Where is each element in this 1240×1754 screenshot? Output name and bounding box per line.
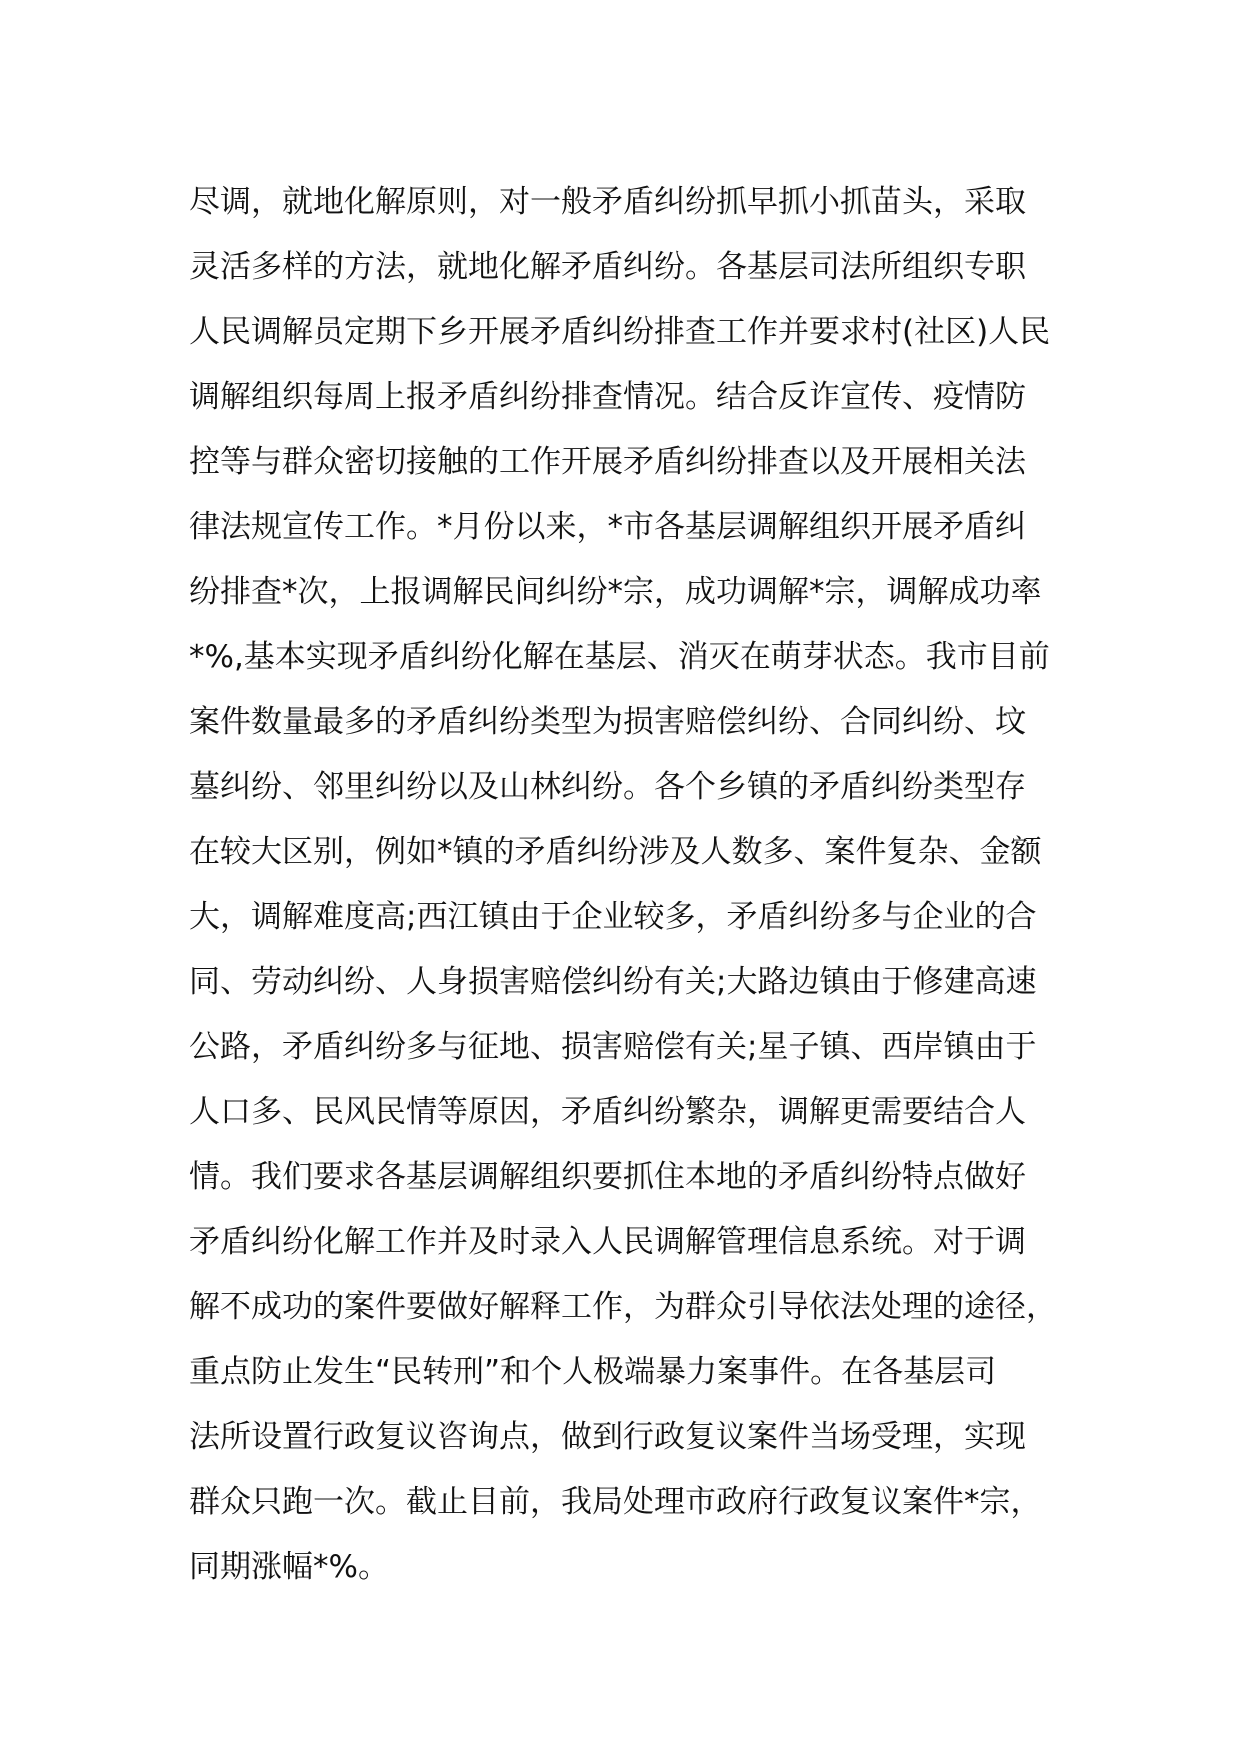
text-line: 大，调解难度高;西江镇由于企业较多，矛盾纠纷多与企业的合: [189, 899, 1037, 935]
text-line: 重点防止发生“民转刑”和个人极端暴力案事件。在各基层司: [189, 1354, 997, 1390]
text-line: 律法规宣传工作。*月份以来，*市各基层调解组织开展矛盾纠: [189, 509, 1026, 545]
text-line: 同期涨幅*%。: [189, 1549, 389, 1585]
text-line: 人民调解员定期下乡开展矛盾纠纷排查工作并要求村(社区)人民: [189, 314, 1051, 350]
text-line: 公路，矛盾纠纷多与征地、损害赔偿有关;星子镇、西岸镇由于: [189, 1029, 1037, 1065]
text-line: 墓纠纷、邻里纠纷以及山林纠纷。各个乡镇的矛盾纠纷类型存: [189, 769, 1026, 805]
text-line: 调解组织每周上报矛盾纠纷排查情况。结合反诈宣传、疫情防: [189, 379, 1026, 415]
text-line: 控等与群众密切接触的工作开展矛盾纠纷排查以及开展相关法: [189, 444, 1026, 480]
text-line: 情。我们要求各基层调解组织要抓住本地的矛盾纠纷特点做好: [189, 1159, 1026, 1195]
text-line: 解不成功的案件要做好解释工作，为群众引导依法处理的途径，: [189, 1289, 1057, 1325]
text-line: 案件数量最多的矛盾纠纷类型为损害赔偿纠纷、合同纠纷、坟: [189, 704, 1026, 740]
text-line: 矛盾纠纷化解工作并及时录入人民调解管理信息系统。对于调: [189, 1224, 1026, 1260]
text-line: 在较大区别，例如*镇的矛盾纠纷涉及人数多、案件复杂、金额: [189, 834, 1042, 870]
text-line: 人口多、民风民情等原因，矛盾纠纷繁杂，调解更需要结合人: [189, 1094, 1026, 1130]
text-line: 同、劳动纠纷、人身损害赔偿纠纷有关;大路边镇由于修建高速: [189, 964, 1037, 1000]
text-line: 群众只跑一次。截止目前，我局处理市政府行政复议案件*宗，: [189, 1484, 1042, 1520]
text-line: 纷排查*次，上报调解民间纠纷*宗，成功调解*宗，调解成功率: [189, 574, 1042, 610]
text-line: 灵活多样的方法，就地化解矛盾纠纷。各基层司法所组织专职: [189, 249, 1026, 285]
text-line: 法所设置行政复议咨询点，做到行政复议案件当场受理，实现: [189, 1419, 1026, 1455]
text-line: 尽调，就地化解原则，对一般矛盾纠纷抓早抓小抓苗头，采取: [189, 184, 1026, 220]
body-paragraph: [189, 170, 1089, 1600]
text-line: *%,基本实现矛盾纠纷化解在基层、消灭在萌芽状态。我市目前: [189, 639, 1050, 675]
